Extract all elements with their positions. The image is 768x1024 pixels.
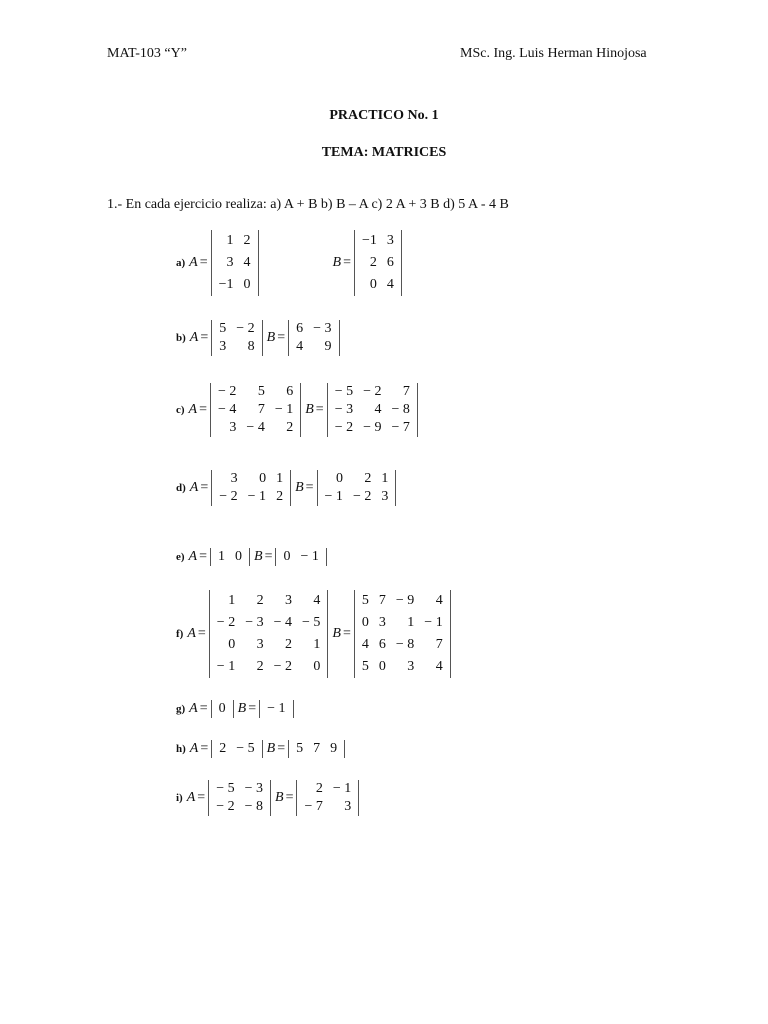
matrix-cell: 0 [335, 471, 343, 486]
matrix-b-symbol: B [305, 402, 314, 417]
course-code: MAT-103 “Y” [107, 46, 187, 61]
matrix-b-symbol: B [266, 741, 276, 756]
matrix-cell: − 5 [236, 741, 255, 756]
page-subtitle: TEMA: MATRICES [321, 145, 447, 160]
matrix-cell: 5 [361, 593, 369, 608]
exercise-row [176, 590, 455, 678]
matrix-cell: − 3 [245, 615, 264, 630]
matrix-cell: 1 [381, 471, 389, 486]
matrix-cell: 2 [285, 637, 293, 652]
matrix-cell: 3 [285, 593, 293, 608]
matrix-cell: 0 [361, 615, 369, 630]
matrix-cell: 7 [435, 637, 443, 652]
matrix-a-symbol: A [188, 402, 198, 417]
matrix-a [210, 548, 250, 566]
matrix-cell: 0 [218, 701, 226, 716]
matrix-b-symbol: B [237, 701, 247, 716]
matrix-cell: − 2 [236, 321, 255, 336]
matrix-cell: 2 [315, 781, 323, 796]
matrix-cell: − 4 [273, 615, 293, 630]
matrix-cell: 7 [257, 402, 265, 417]
matrix-cell: 7 [378, 593, 386, 608]
matrix-cell: −1 [362, 233, 377, 248]
equals-sign: = [197, 626, 206, 641]
matrix-cell: 5 [219, 321, 227, 336]
exercise-label: a) [176, 257, 186, 269]
exercise-row [176, 700, 298, 718]
matrix-cell: 1 [228, 593, 236, 608]
matrix-a-symbol: A [189, 701, 198, 716]
exercise-row [176, 383, 422, 437]
matrix-cell: − 1 [424, 615, 443, 630]
matrix-cell: 3 [407, 659, 415, 674]
matrix-cell: 0 [243, 277, 251, 292]
matrix-cell: 0 [228, 637, 236, 652]
matrix-cell: 2 [219, 741, 227, 756]
equals-sign: = [277, 741, 286, 756]
exercise-label: c) [176, 404, 185, 416]
exercise-row [176, 780, 363, 816]
matrix-cell: − 1 [247, 489, 267, 504]
matrix-b [354, 590, 451, 678]
equals-sign: = [200, 741, 209, 756]
matrix-cell: 5 [257, 384, 265, 399]
matrix-b [275, 548, 326, 566]
matrix-cell: − 9 [363, 420, 382, 435]
matrix-cell: − 8 [395, 637, 415, 652]
matrix-b-symbol: B [332, 626, 341, 641]
matrix-cell: − 5 [302, 615, 321, 630]
matrix-cell: 1 [276, 471, 284, 486]
matrix-a [211, 700, 234, 718]
matrix-cell: 0 [235, 549, 243, 564]
matrix-b [288, 320, 339, 356]
matrix-b-symbol: B [295, 480, 304, 495]
matrix-a [209, 590, 329, 678]
matrix-cell: 6 [386, 255, 394, 270]
teacher-name: MSc. Ing. Luis Herman Hinojosa [460, 46, 647, 61]
matrix-cell: 0 [313, 659, 321, 674]
exercise-label: e) [176, 551, 185, 563]
equals-sign: = [277, 330, 286, 345]
equals-sign: = [199, 255, 208, 270]
matrix-cell: 8 [247, 339, 255, 354]
matrix-cell: 1 [218, 549, 226, 564]
matrix-cell: 3 [344, 799, 352, 814]
matrix-cell: 0 [259, 471, 267, 486]
exercise-row [176, 320, 344, 356]
matrix-b-symbol: B [266, 330, 276, 345]
matrix-cell: 6 [296, 321, 304, 336]
matrix-cell: 2 [256, 593, 264, 608]
matrix-a-symbol: A [188, 549, 198, 564]
equals-sign: = [342, 626, 351, 641]
equals-sign: = [343, 255, 352, 270]
exercise-row [176, 230, 406, 296]
matrix-cell: 0 [369, 277, 377, 292]
matrix-cell: − 1 [300, 549, 319, 564]
matrix-cell: 4 [374, 402, 382, 417]
exercise-row [176, 740, 349, 758]
exercise-label: d) [176, 482, 186, 494]
matrix-cell: 4 [296, 339, 304, 354]
matrix-a [210, 383, 301, 437]
matrix-cell: 3 [230, 471, 238, 486]
matrix-a-symbol: A [189, 741, 199, 756]
matrix-cell: 4 [435, 593, 443, 608]
matrix-cell: − 3 [244, 781, 264, 796]
matrix-cell: 1 [226, 233, 234, 248]
equals-sign: = [197, 790, 206, 805]
matrix-cell: 7 [313, 741, 321, 756]
equals-sign: = [248, 701, 257, 716]
exercise-row [176, 470, 400, 506]
matrix-cell: − 2 [273, 659, 293, 674]
matrix-a [211, 470, 291, 506]
equals-sign: = [315, 402, 324, 417]
matrix-cell: 3 [256, 637, 264, 652]
matrix-cell: 4 [313, 593, 321, 608]
equals-sign: = [200, 480, 209, 495]
matrix-a [211, 320, 262, 356]
matrix-b [288, 740, 345, 758]
exercise-label: b) [176, 332, 186, 344]
equals-sign: = [199, 549, 208, 564]
matrix-cell: 5 [296, 741, 304, 756]
exercise-label: i) [176, 792, 183, 804]
matrix-b [259, 700, 293, 718]
matrix-cell: − 1 [267, 701, 286, 716]
matrix-cell: − 1 [274, 402, 294, 417]
matrix-b [354, 230, 402, 296]
matrix-a-symbol: A [187, 626, 196, 641]
matrix-b [317, 470, 397, 506]
matrix-cell: 1 [407, 615, 415, 630]
matrix-b-symbol: B [275, 790, 284, 805]
exercise-label: g) [176, 703, 186, 715]
matrix-cell: 0 [283, 549, 291, 564]
matrix-cell: 3 [229, 420, 237, 435]
matrix-cell: 2 [369, 255, 377, 270]
matrix-cell: 9 [324, 339, 332, 354]
matrix-b [296, 780, 359, 816]
matrix-cell: − 1 [216, 659, 236, 674]
matrix-cell: − 2 [216, 615, 236, 630]
matrix-a-symbol: A [189, 255, 198, 270]
equals-sign: = [199, 402, 208, 417]
matrix-cell: − 5 [216, 781, 235, 796]
matrix-cell: 2 [256, 659, 264, 674]
matrix-cell: − 1 [324, 489, 343, 504]
matrix-cell: 2 [286, 420, 294, 435]
matrix-cell: − 8 [244, 799, 264, 814]
matrix-cell: 1 [313, 637, 321, 652]
equals-sign: = [200, 330, 209, 345]
matrix-cell: − 9 [395, 593, 415, 608]
matrix-cell: 2 [243, 233, 251, 248]
matrix-cell: − 4 [218, 402, 237, 417]
exercise-label: h) [176, 743, 186, 755]
matrix-cell: − 2 [363, 384, 382, 399]
matrix-a-symbol: A [189, 480, 199, 495]
matrix-cell: 4 [361, 637, 369, 652]
page-title: PRACTICO No. 1 [329, 108, 439, 123]
matrix-cell: − 3 [313, 321, 332, 336]
matrix-cell: 6 [378, 637, 386, 652]
matrix-a-symbol: A [189, 330, 199, 345]
matrix-cell: − 7 [391, 420, 410, 435]
matrix-a-symbol: A [186, 790, 196, 805]
matrix-cell: − 2 [216, 799, 235, 814]
equals-sign: = [264, 549, 273, 564]
matrix-cell: 6 [286, 384, 294, 399]
matrix-cell: − 2 [352, 489, 372, 504]
matrix-b-symbol: B [332, 255, 342, 270]
matrix-cell: − 2 [218, 384, 237, 399]
matrix-a [211, 740, 262, 758]
matrix-cell: − 4 [246, 420, 265, 435]
matrix-cell: 3 [386, 233, 394, 248]
matrix-cell: 7 [402, 384, 410, 399]
matrix-cell: 5 [361, 659, 369, 674]
matrix-cell: − 3 [334, 402, 354, 417]
matrix-cell: − 8 [391, 402, 410, 417]
instruction: 1.- En cada ejercicio realiza: a) A + B b) B – A c) 2 A + 3 B d) 5 A - 4 B [107, 197, 509, 212]
equals-sign: = [199, 701, 208, 716]
matrix-cell: 2 [364, 471, 372, 486]
matrix-a [208, 780, 271, 816]
matrix-cell: − 5 [334, 384, 354, 399]
exercise-row [176, 548, 331, 566]
matrix-cell: −1 [218, 277, 234, 292]
matrix-cell: 2 [276, 489, 284, 504]
exercise-label: f) [176, 628, 184, 640]
matrix-cell: 0 [378, 659, 386, 674]
matrix-cell: 3 [226, 255, 234, 270]
matrix-cell: − 1 [332, 781, 352, 796]
matrix-cell: 4 [435, 659, 443, 674]
matrix-cell: 3 [381, 489, 389, 504]
matrix-cell: − 7 [304, 799, 323, 814]
matrix-cell: 3 [219, 339, 227, 354]
matrix-cell: 4 [386, 277, 394, 292]
matrix-cell: − 2 [219, 489, 238, 504]
matrix-a [211, 230, 259, 296]
matrix-b [327, 383, 418, 437]
matrix-cell: 4 [243, 255, 251, 270]
matrix-cell: 3 [378, 615, 386, 630]
equals-sign: = [285, 790, 294, 805]
equals-sign: = [305, 480, 314, 495]
matrix-b-symbol: B [254, 549, 263, 564]
matrix-cell: − 2 [334, 420, 354, 435]
matrix-cell: 9 [330, 741, 338, 756]
